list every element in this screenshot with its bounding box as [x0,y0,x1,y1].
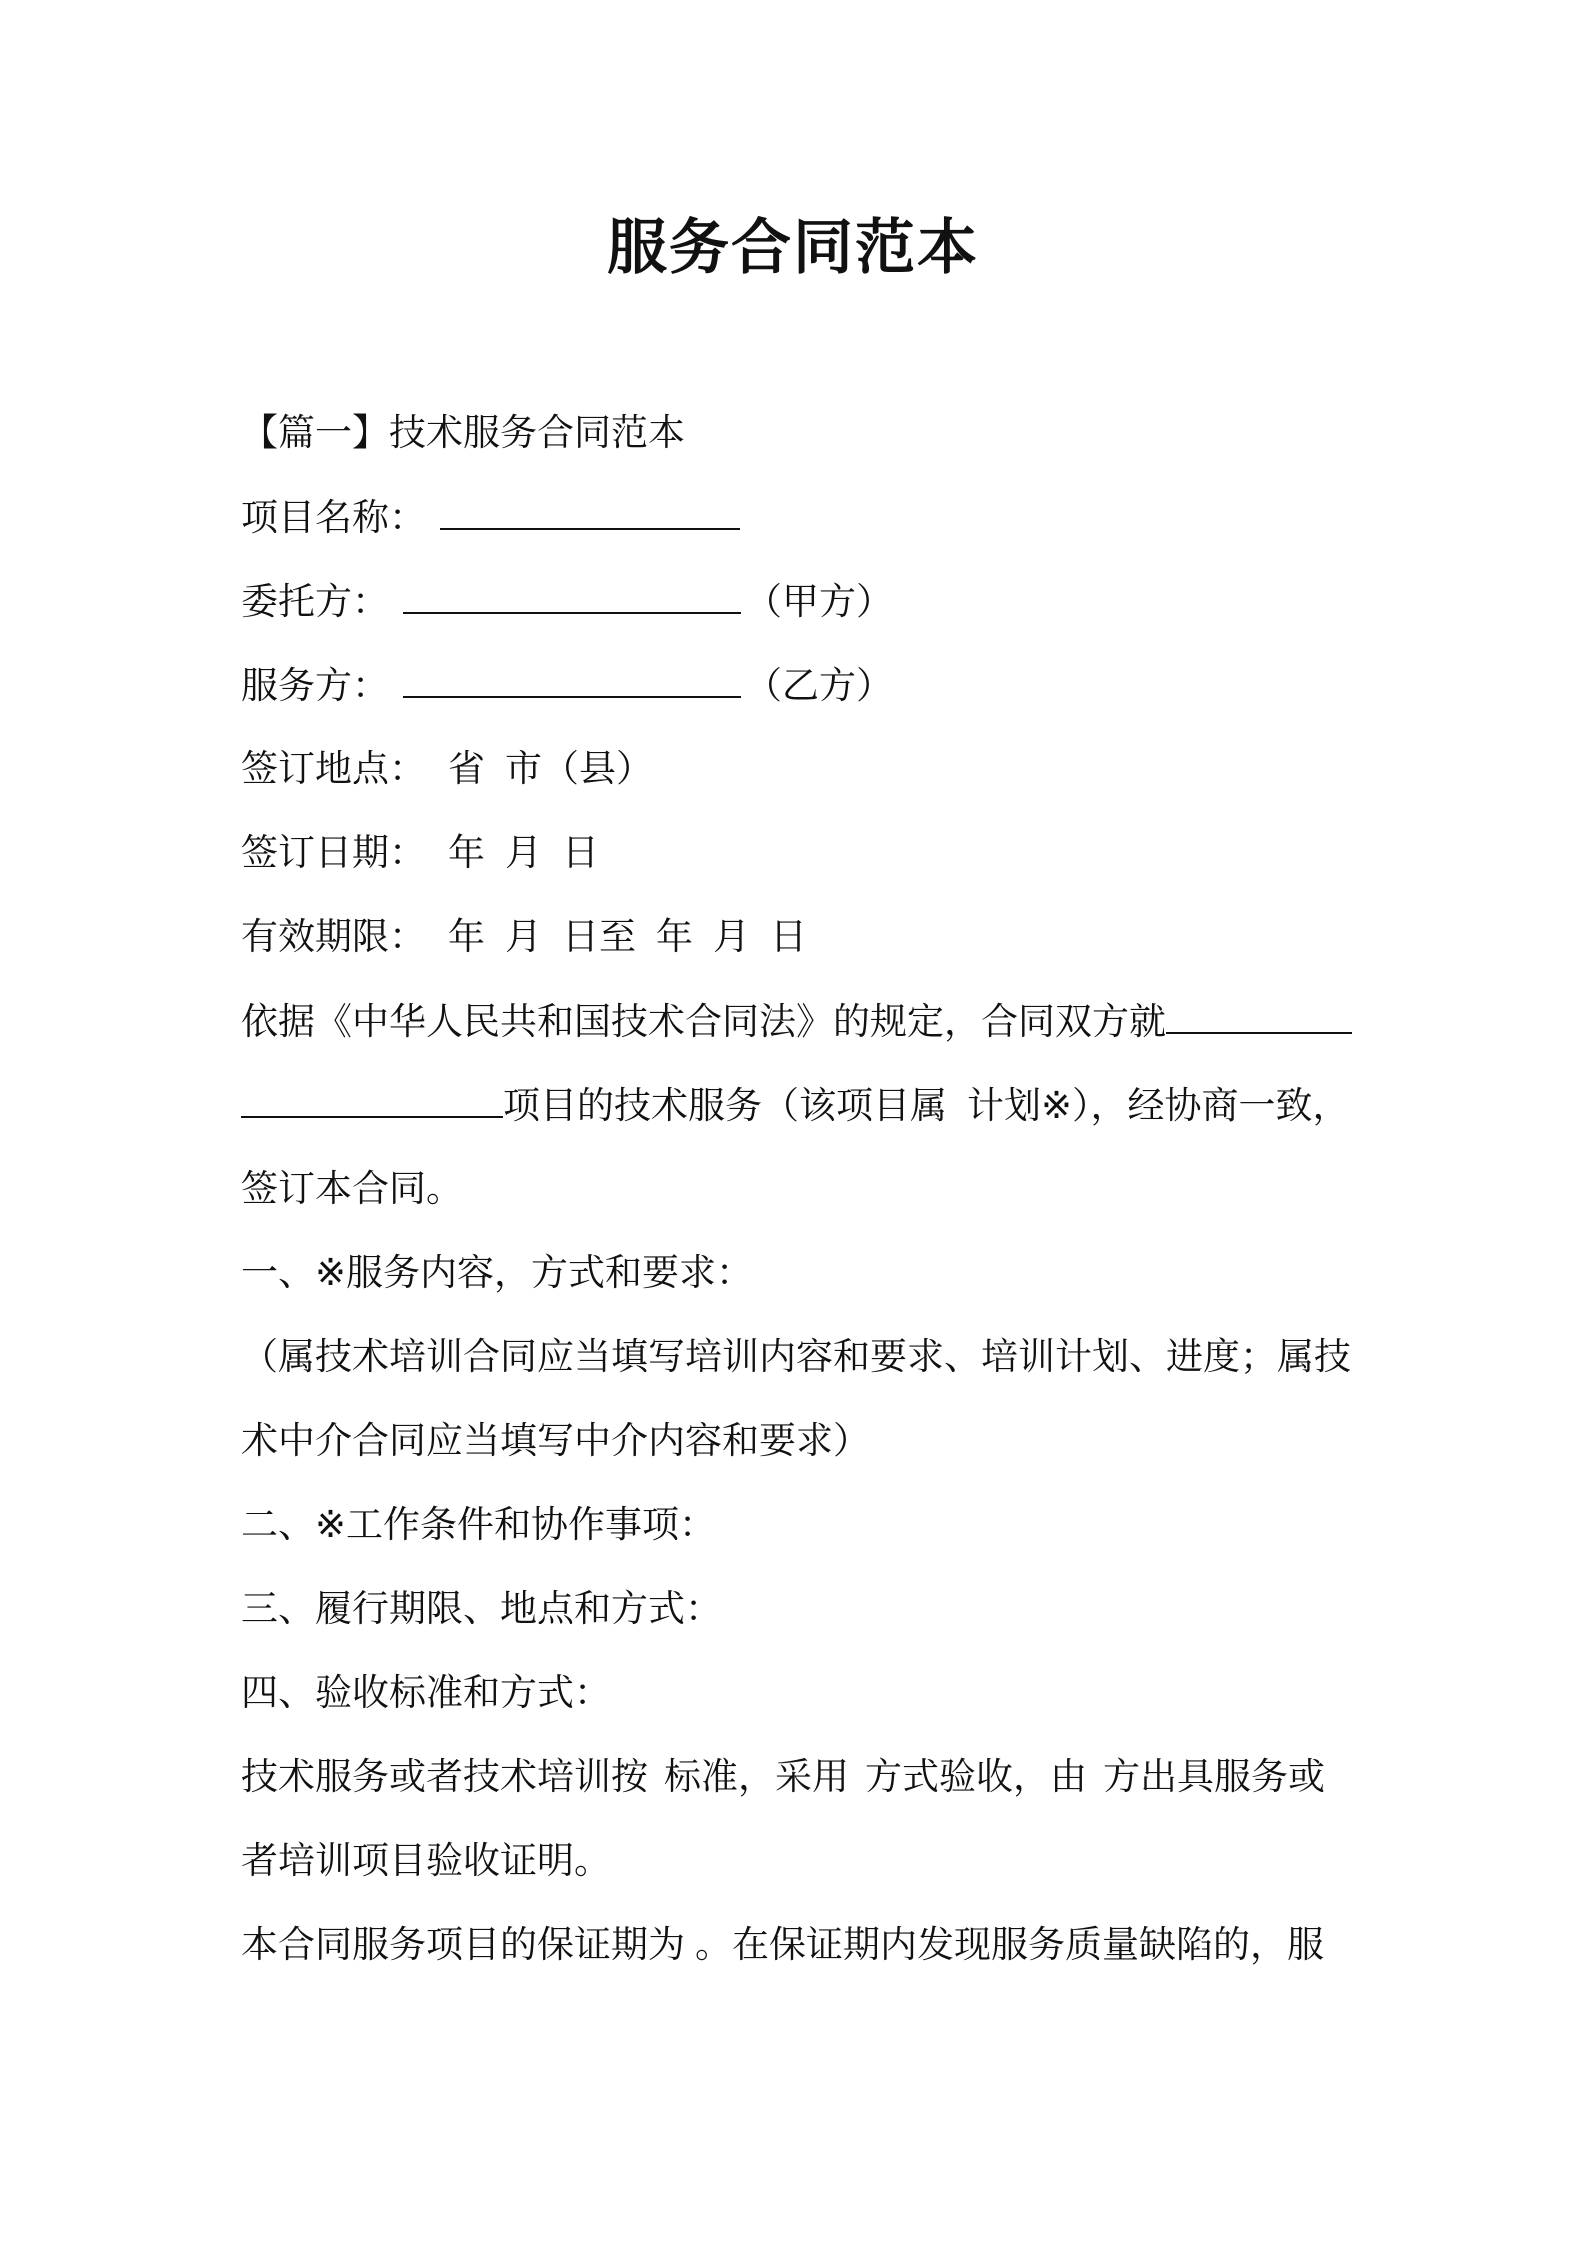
item-1-heading: 一、※服务内容，方式和要求： [241,1251,754,1294]
acceptance-b: 标准，采用 [664,1755,849,1798]
sign-date-month: 月 [505,831,542,874]
warranty-b: 。在保证期内发现服务质量缺陷的，服 [695,1923,1324,1966]
acceptance-c: 方式验收，由 [865,1755,1087,1798]
sign-place-row [241,746,653,792]
valid-label: 有效期限： [241,915,426,958]
client-blank [403,578,741,614]
project-name-label: 项目名称： [241,496,426,539]
acceptance-line-2: 者培训项目验收证明。 [241,1839,611,1882]
basis-line-3: 签订本合同。 [241,1167,463,1210]
client-label: 委托方： [241,580,389,623]
valid-to-day: 日 [770,915,807,958]
item-1-note-line-2: 术中介合同应当填写中介内容和要求） [241,1419,870,1462]
sign-place-province: 省 [448,747,485,790]
basis-text: 依据《中华人民共和国技术合同法》的规定，合同双方就 [241,1000,1166,1043]
basis-cont-a: 项目的技术服务（该项目属 [503,1084,947,1127]
valid-from-day-to: 日至 [562,915,636,958]
basis-line-1 [241,998,1352,1045]
client-row [241,578,893,625]
sign-date-day: 日 [562,831,599,874]
provider-label: 服务方： [241,664,389,707]
item-3-heading: 三、履行期限、地点和方式： [241,1587,722,1630]
sign-date-row [241,830,599,876]
basis-blank-1 [1166,998,1352,1034]
acceptance-a: 技术服务或者技术培训按 [241,1755,648,1798]
item-2-heading: 二、※工作条件和协作事项： [241,1503,717,1546]
sign-place-city: 市（县） [505,747,653,790]
basis-cont-b: 计划※），经协商一致， [967,1084,1350,1127]
valid-from-year: 年 [448,915,485,958]
item-4-heading: 四、验收标准和方式： [241,1671,611,1714]
sign-date-year: 年 [448,831,485,874]
acceptance-line-1 [241,1754,1325,1800]
basis-blank-2 [241,1082,503,1118]
client-suffix: （甲方） [745,580,893,623]
sign-place-label: 签订地点： [241,747,426,790]
valid-to-year: 年 [656,915,693,958]
warranty-line [241,1922,1324,1968]
document-title: 服务合同范本 [607,213,979,283]
basis-line-2 [241,1082,1350,1129]
provider-suffix: （乙方） [745,664,893,707]
valid-from-month: 月 [505,915,542,958]
valid-period-row [241,914,807,960]
project-name-row [241,494,740,541]
valid-to-month: 月 [713,915,750,958]
project-name-blank [440,494,740,530]
item-1-note-line-1: （属技术培训合同应当填写培训内容和要求、培训计划、进度；属技 [241,1335,1351,1378]
warranty-a: 本合同服务项目的保证期为 [241,1923,685,1966]
provider-row [241,662,893,709]
acceptance-d: 方出具服务或 [1103,1755,1325,1798]
provider-blank [403,662,741,698]
section-heading: 【篇一】技术服务合同范本 [241,411,685,454]
sign-date-label: 签订日期： [241,831,426,874]
